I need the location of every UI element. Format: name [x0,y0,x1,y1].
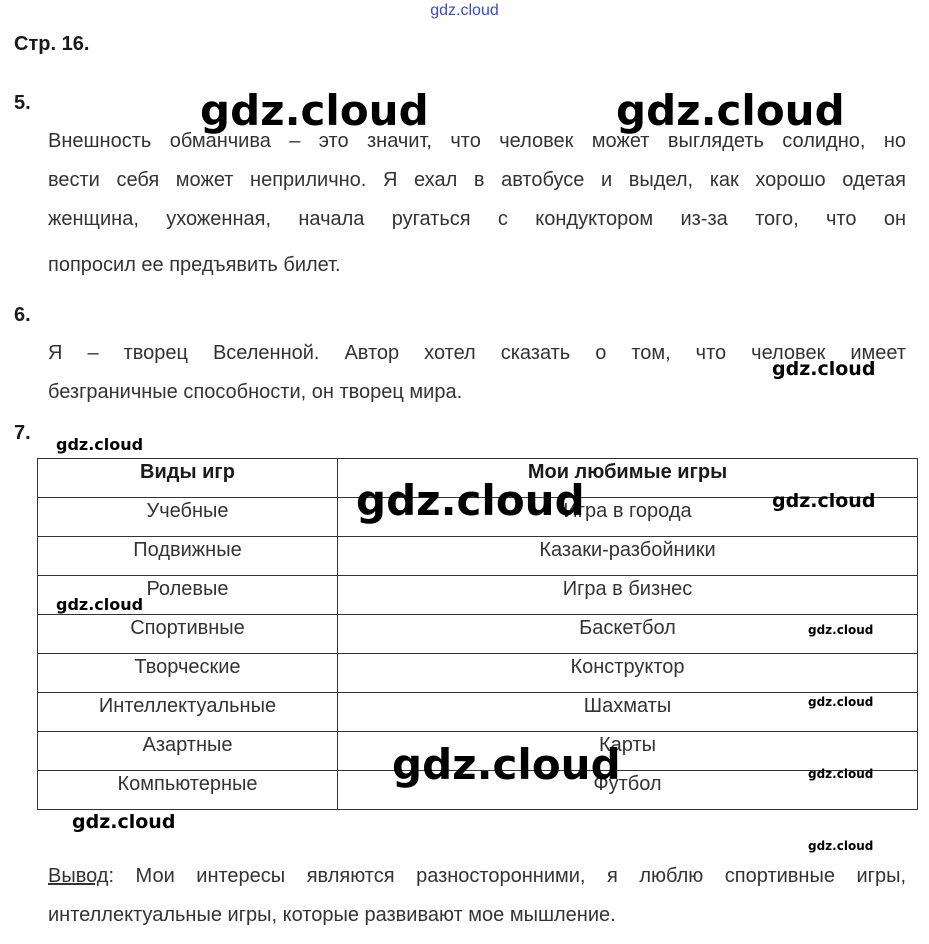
game-type-cell: Учебные [38,498,338,537]
task-5-line: Внешность обманчива – это значит, что человек может выглядеть солидно, но [48,130,906,152]
task-6-line: Я – творец Вселенной. Автор хотел сказать о том, что человек имеет [48,342,906,364]
watermark: gdz.cloud [808,695,874,709]
watermark: gdz.cloud [808,767,874,781]
conclusion-label: Вывод [48,865,109,887]
task-5-line: женщина, ухоженная, начала ругаться с кондуктором из-за того, что он [48,208,906,230]
watermark: gdz.cloud [56,595,144,614]
table-row [38,693,918,732]
conclusion-text: : Мои интересы являются разносторонними, я люблю спортивные игры, [108,865,906,887]
watermark: gdz.cloud [772,358,876,380]
game-type-cell: Компьютерные [38,771,338,810]
favorite-game-cell: Конструктор [338,654,918,693]
table-row [38,615,918,654]
favorite-game-cell: Баскетбол [338,615,918,654]
watermark: gdz.cloud [772,490,876,512]
header-game-types: Виды игр [38,459,338,498]
task-5-number: 5. [14,92,31,114]
favorite-game-cell: Футбол [338,771,918,810]
watermark-top: gdz.cloud [430,2,499,19]
task-6-number: 6. [14,304,31,326]
task-7-number: 7. [14,422,31,444]
table-row [38,654,918,693]
task-5-line: попросил ее предъявить билет. [48,254,341,276]
task-5-answer [48,122,906,285]
conclusion [48,857,906,935]
game-type-cell: Азартные [38,732,338,771]
watermark: gdz.cloud [356,476,585,525]
game-type-cell: Творческие [38,654,338,693]
watermark: gdz.cloud [808,839,874,853]
game-type-cell: Подвижные [38,537,338,576]
header-favorite-games: Мои любимые игры [338,459,918,498]
watermark: gdz.cloud [72,811,176,833]
game-type-cell: Ролевые [38,576,338,615]
table-row [38,576,918,615]
favorite-game-cell: Казаки-разбойники [338,537,918,576]
watermark: gdz.cloud [56,435,144,454]
watermark: gdz.cloud [200,86,429,135]
favorite-game-cell: Карты [338,732,918,771]
favorite-game-cell: Шахматы [338,693,918,732]
watermark: gdz.cloud [392,740,621,789]
watermark: gdz.cloud [808,623,874,637]
game-type-cell: Спортивные [38,615,338,654]
game-type-cell: Интеллектуальные [38,693,338,732]
favorite-game-cell: Игра в города [338,498,918,537]
task-5-line: вести себя может неприлично. Я ехал в автобусе и выдел, как хорошо одетая [48,169,906,191]
conclusion-line [48,857,906,896]
favorite-game-cell: Игра в бизнес [338,576,918,615]
conclusion-line: интеллектуальные игры, которые развивают мое мышление. [48,904,616,926]
table-row [38,537,918,576]
watermark: gdz.cloud [616,86,845,135]
page-reference: Стр. 16. [14,33,90,55]
task-6-line: безграничные способности, он творец мира. [48,381,463,403]
